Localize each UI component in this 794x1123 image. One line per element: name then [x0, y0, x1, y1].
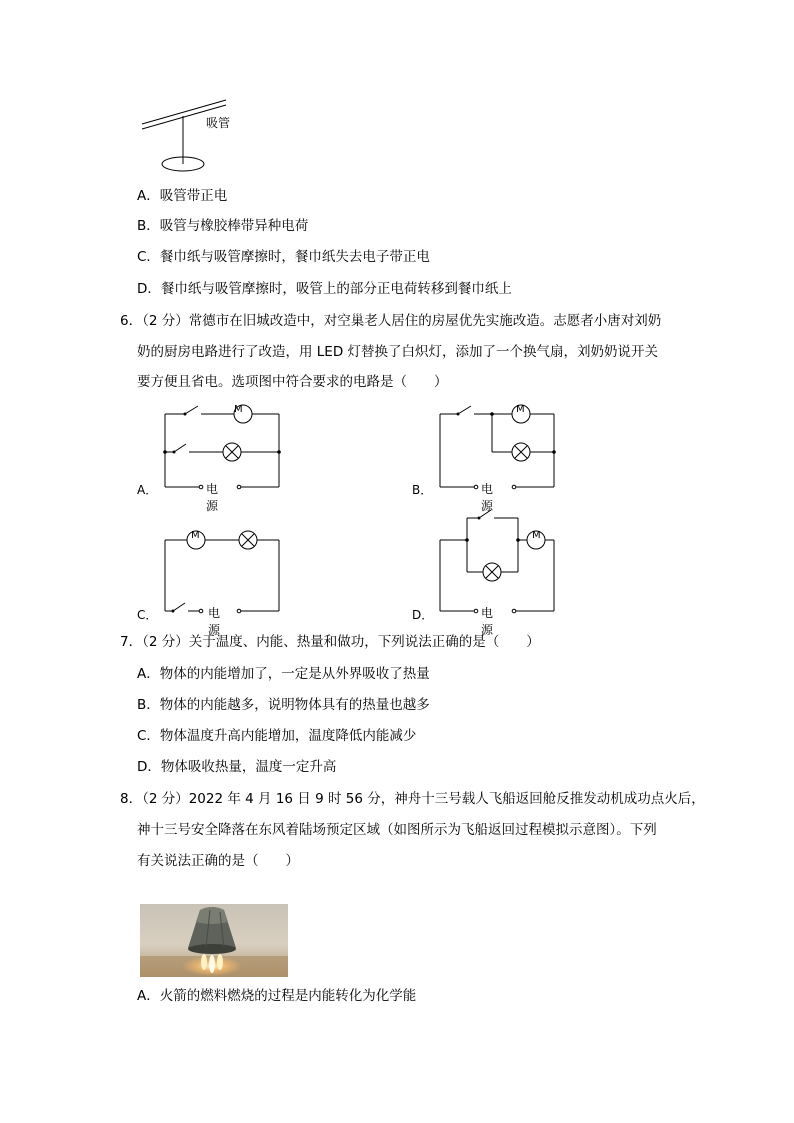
q5-option-a: A．吸管带正电 [137, 188, 228, 204]
q7-option-b: B．物体的内能越多，说明物体具有的热量也越多 [137, 697, 430, 713]
circuit-b-source-label: 电源 [481, 482, 494, 513]
q7-option-c: C．物体温度升高内能增加，温度降低内能减少 [137, 728, 417, 744]
circuit-d-option: D． [412, 608, 434, 622]
circuit-a-option: A． [137, 483, 158, 497]
q5-option-c: C．餐巾纸与吸管摩擦时，餐巾纸失去电子带正电 [137, 249, 430, 265]
circuit-c-option: C． [137, 608, 158, 622]
circuit-a-source-label: 电源 [206, 482, 219, 513]
q8-stem-line-1: 8．（2 分）2022 年 4 月 16 日 9 时 56 分，神舟十三号载人飞船返回舱反推发动机成功点火后， [120, 791, 705, 807]
q7-option-a: A．物体的内能增加了，一定是从外界吸收了热量 [137, 666, 430, 682]
q5-option-d: D．餐巾纸与吸管摩擦时，吸管上的部分正电荷转移到餐巾纸上 [137, 281, 512, 297]
circuit-c-source-label: 电源 [208, 606, 221, 637]
q8-option-a: A．火箭的燃料燃烧的过程是内能转化为化学能 [137, 988, 417, 1004]
circuit-d-motor-label: M [532, 530, 541, 541]
q8-stem-line-3: 有关说法正确的是（ ） [137, 853, 299, 869]
q7-option-d: D．物体吸收热量，温度一定升高 [137, 759, 337, 775]
q5-option-b: B．吸管与橡胶棒带异种电荷 [137, 218, 309, 234]
circuit-a-motor-label: M [234, 404, 243, 415]
q6-stem-line-2: 奶的厨房电路进行了改造，用 LED 灯替换了白炽灯，添加了一个换气扇，刘奶奶说开关 [137, 344, 659, 360]
q6-stem-line-3: 要方便且省电。选项图中符合要求的电路是（ ） [137, 374, 448, 390]
circuit-b-option: B． [412, 483, 433, 497]
q8-stem-line-2: 神十三号安全降落在东风着陆场预定区域（如图所示为飞船返回过程模拟示意图）。下列 [137, 822, 657, 838]
circuit-d-source-label: 电源 [481, 606, 494, 637]
capsule-landing-photo [140, 904, 288, 977]
q6-stem-line-1: 6．（2 分）常德市在旧城改造中，对空巢老人居住的房屋优先实施改造。志愿者小唐对刘奶 [120, 313, 662, 329]
circuit-b-motor-label: M [516, 404, 525, 415]
straw-figure [138, 96, 248, 176]
circuit-c-motor-label: M [191, 530, 200, 541]
q7-stem: 7．（2 分）关于温度、内能、热量和做功，下列说法正确的是（ ） [120, 634, 540, 650]
straw-label: 吸管 [206, 116, 231, 130]
